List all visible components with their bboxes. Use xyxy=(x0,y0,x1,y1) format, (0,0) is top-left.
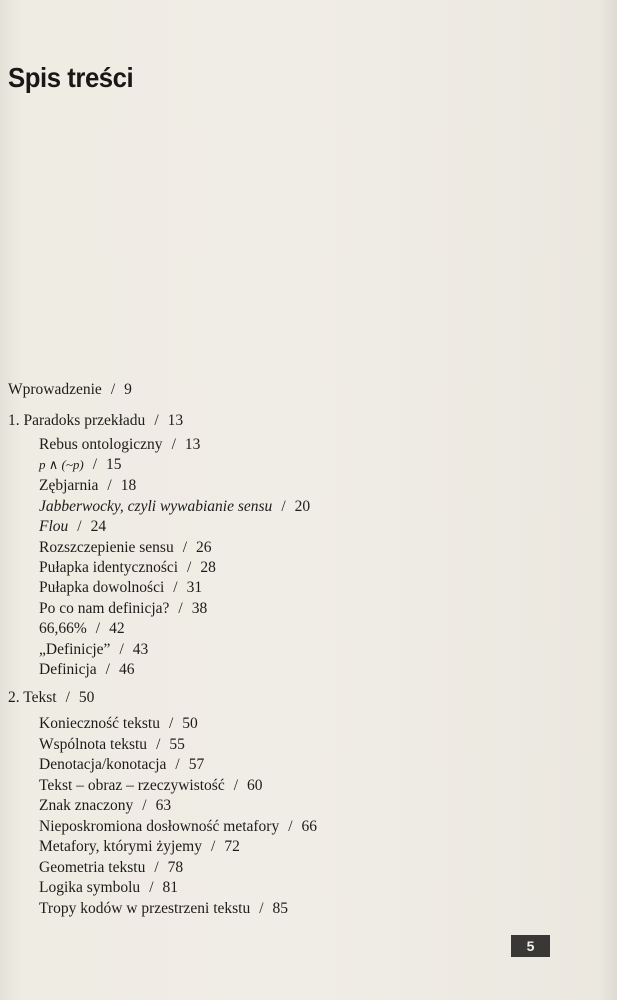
toc-entry-page: 55 xyxy=(169,736,185,753)
toc-separator: / xyxy=(105,661,110,678)
toc-entry-label: Logika symbolu xyxy=(39,879,141,896)
toc-entry-page: 9 xyxy=(124,381,132,398)
toc-entry-label: Konieczność tekstu xyxy=(39,715,160,732)
toc-entry-label: p ∧ (~p) xyxy=(39,457,84,472)
toc-separator: / xyxy=(119,641,124,658)
toc-separator: / xyxy=(110,381,116,398)
toc-entry-page: 66 xyxy=(301,818,318,835)
toc-entry-label: Pułapka identyczności xyxy=(39,559,179,576)
toc-entry xyxy=(39,497,310,517)
toc-separator: / xyxy=(233,777,239,794)
toc-separator: / xyxy=(149,879,154,896)
toc-entry-page: 63 xyxy=(155,797,172,814)
toc-entry-label: Po co nam definicja? xyxy=(39,600,170,617)
toc-separator: / xyxy=(77,518,82,535)
toc-separator: / xyxy=(154,859,159,876)
toc-entry xyxy=(39,878,178,898)
toc-entry-page: 78 xyxy=(167,859,184,876)
toc-entry-page: 31 xyxy=(186,579,203,596)
toc-entry-label: Nieposkromiona dosłowność metafory xyxy=(39,818,280,835)
toc-entry-page: 72 xyxy=(224,838,240,855)
toc-separator: / xyxy=(187,559,192,576)
toc-entry-label: Tekst – obraz – rzeczywistość xyxy=(39,777,225,794)
toc-separator: / xyxy=(211,838,216,855)
toc-entry-label: Denotacja/konotacja xyxy=(39,756,167,773)
toc-entry xyxy=(39,538,212,558)
toc-entry-page: 60 xyxy=(247,777,263,794)
page-number: 5 xyxy=(526,938,535,954)
toc-entry-page: 38 xyxy=(191,600,208,617)
toc-entry-page: 20 xyxy=(294,498,311,515)
toc-separator: / xyxy=(168,715,174,732)
toc-entry xyxy=(39,455,122,475)
toc-entry-page: 24 xyxy=(90,518,107,535)
toc-entry xyxy=(39,714,198,734)
toc-separator: / xyxy=(154,412,159,429)
page-number-badge xyxy=(511,935,550,957)
toc-separator: / xyxy=(156,736,161,753)
toc-entry-page: 13 xyxy=(167,412,184,429)
toc-entry xyxy=(39,619,125,639)
toc-separator: / xyxy=(92,456,98,473)
toc-entry xyxy=(39,735,185,755)
toc-entry-label: 66,66% xyxy=(39,620,87,637)
toc-separator: / xyxy=(288,818,293,835)
toc-entry xyxy=(39,640,148,660)
toc-separator: / xyxy=(182,539,188,556)
toc-separator: / xyxy=(281,498,286,515)
toc-entry-label: Rebus ontologiczny xyxy=(39,436,163,453)
toc-entry xyxy=(39,660,134,680)
toc-entry xyxy=(39,517,106,537)
toc-separator: / xyxy=(171,436,176,453)
toc-entry-page: 50 xyxy=(78,689,95,706)
toc-entry-label: Wspólnota tekstu xyxy=(39,736,148,753)
toc-entry-label: Flou xyxy=(39,518,69,535)
toc-separator: / xyxy=(107,477,112,494)
toc-entry-label: Pułapka dowolności xyxy=(39,579,165,596)
toc-entry-label: Tropy kodów w przestrzeni tekstu xyxy=(39,900,251,917)
toc-entry xyxy=(39,776,263,796)
toc-entry-label: Zębjarnia xyxy=(39,477,99,494)
toc-entry-page: 13 xyxy=(184,436,201,453)
toc-entry-label: Geometria tekstu xyxy=(39,859,146,876)
toc-entry xyxy=(39,858,183,878)
toc-entry xyxy=(39,899,288,919)
toc-entry-page: 15 xyxy=(106,456,122,473)
toc-entry-page: 18 xyxy=(120,477,137,494)
toc-separator: / xyxy=(178,600,183,617)
toc-entry xyxy=(39,755,204,775)
toc-entry-page: 57 xyxy=(188,756,205,773)
toc-entry xyxy=(39,817,317,837)
toc-entry-label: Rozszczepienie sensu xyxy=(39,539,174,556)
toc-entry xyxy=(8,380,132,400)
toc-entry-label: 1. Paradoks przekładu xyxy=(8,412,146,429)
toc-separator: / xyxy=(175,756,180,773)
toc-separator: / xyxy=(95,620,101,637)
toc-entry-label: Metafory, którymi żyjemy xyxy=(39,838,202,855)
toc-entry-label: Definicja xyxy=(39,661,97,678)
toc-entry xyxy=(8,411,183,431)
toc-entry-page: 42 xyxy=(109,620,125,637)
toc-entry xyxy=(39,578,202,598)
toc-entry xyxy=(39,796,171,816)
toc-entry-page: 85 xyxy=(272,900,289,917)
toc-entry-page: 26 xyxy=(196,539,212,556)
toc-entry xyxy=(39,558,216,578)
toc-entry-label: Znak znaczony xyxy=(39,797,134,814)
toc-entry-page: 50 xyxy=(182,715,198,732)
toc-entry-page: 28 xyxy=(200,559,216,576)
toc-entry xyxy=(39,837,240,857)
toc-separator: / xyxy=(173,579,178,596)
toc-entry-label: Wprowadzenie xyxy=(8,381,102,398)
page-title: Spis treści xyxy=(8,62,134,93)
toc-entry-label: 2. Tekst xyxy=(8,689,57,706)
toc-entry xyxy=(39,476,136,496)
toc-entry xyxy=(8,688,94,708)
toc-separator: / xyxy=(259,900,264,917)
toc-entry xyxy=(39,599,207,619)
toc-entry-page: 46 xyxy=(118,661,135,678)
toc-separator: / xyxy=(142,797,147,814)
toc-entry xyxy=(39,435,200,455)
toc-entry-page: 43 xyxy=(132,641,149,658)
toc-entry-label-italic: Jabberwocky, czyli wywabianie sensu xyxy=(39,498,273,515)
toc-entry-label: „Definicje” xyxy=(39,641,111,658)
toc-entry-page: 81 xyxy=(162,879,178,896)
toc-separator: / xyxy=(65,689,70,706)
